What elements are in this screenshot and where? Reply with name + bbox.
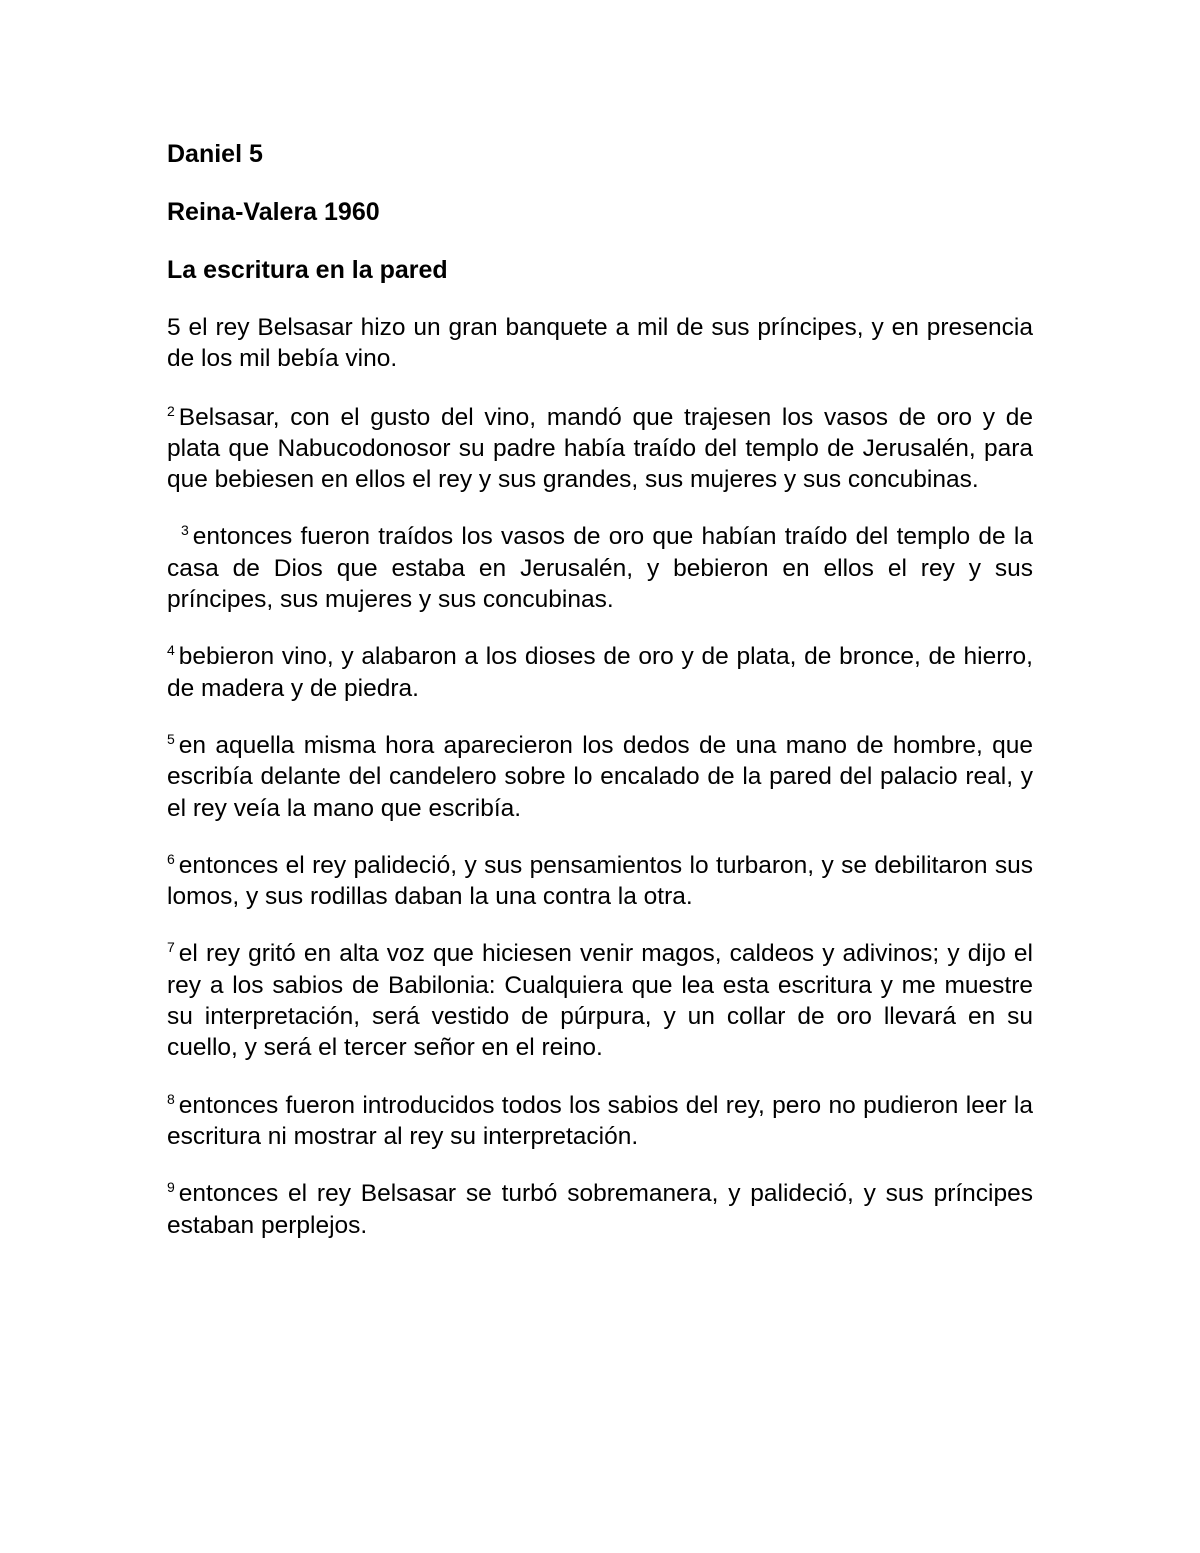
verse-1 bbox=[167, 312, 1033, 375]
verse-4 bbox=[167, 641, 1033, 704]
verse-text: entonces fueron introducidos todos los sabios del rey, pero no pudieron leer la escritura ni mostrar al rey su interpretación. bbox=[167, 1091, 1033, 1150]
verse-number: 5 bbox=[167, 730, 175, 747]
verse-6 bbox=[167, 850, 1033, 913]
verse-5 bbox=[167, 730, 1033, 824]
verse-text: entonces fueron traídos los vasos de oro que habían traído del templo de la casa de Dios que estaba en Jerusalén, y bebieron en ellos el rey y sus príncipes, sus mujeres y sus concubinas. bbox=[167, 523, 1033, 614]
verse-text: bebieron vino, y alabaron a los dioses de oro y de plata, de bronce, de hierro, de madera y de piedra. bbox=[167, 643, 1033, 702]
document-page bbox=[167, 138, 1033, 1267]
document-title: Daniel 5 bbox=[167, 140, 263, 168]
section-heading: La escritura en la pared bbox=[167, 256, 448, 284]
verse-7 bbox=[167, 938, 1033, 1063]
verse-text: entonces el rey Belsasar se turbó sobremanera, y palideció, y sus príncipes estaban perplejos. bbox=[167, 1180, 1033, 1239]
verse-9 bbox=[167, 1178, 1033, 1241]
verse-3 bbox=[167, 521, 1033, 615]
bible-version: Reina-Valera 1960 bbox=[167, 198, 380, 226]
verse-8 bbox=[167, 1090, 1033, 1153]
verse-text: Belsasar, con el gusto del vino, mandó que trajesen los vasos de oro y de plata que Nabucodonosor su padre había traído del templo de Jerusalén, para que bebiesen en ellos el rey y sus grandes, sus mujeres y sus concubinas. bbox=[167, 403, 1033, 494]
verse-number: 6 bbox=[167, 850, 175, 867]
verse-2 bbox=[167, 402, 1033, 496]
verse-number: 7 bbox=[167, 939, 175, 956]
verse-number: 3 bbox=[181, 522, 189, 539]
verse-number: 8 bbox=[167, 1090, 175, 1107]
verse-text: el rey gritó en alta voz que hiciesen venir magos, caldeos y adivinos; y dijo el rey a los sabios de Babilonia: Cualquiera que lea esta escritura y me muestre su interpretación, será vestido de púrpura, y un collar de oro llevará en su cuello, y será el tercer señor en el reino. bbox=[167, 940, 1033, 1062]
verse-text: en aquella misma hora aparecieron los dedos de una mano de hombre, que escribía delante del candelero sobre lo encalado de la pared del palacio real, y el rey veía la mano que escribía. bbox=[167, 731, 1033, 822]
verse-number: 4 bbox=[167, 642, 175, 659]
verse-number: 9 bbox=[167, 1179, 175, 1196]
verse-text: 5 el rey Belsasar hizo un gran banquete a mil de sus príncipes, y en presencia de los mil bebía vino. bbox=[167, 314, 1033, 373]
verse-text: entonces el rey palideció, y sus pensamientos lo turbaron, y se debilitaron sus lomos, y sus rodillas daban la una contra la otra. bbox=[167, 851, 1033, 911]
verse-number: 2 bbox=[167, 402, 175, 419]
